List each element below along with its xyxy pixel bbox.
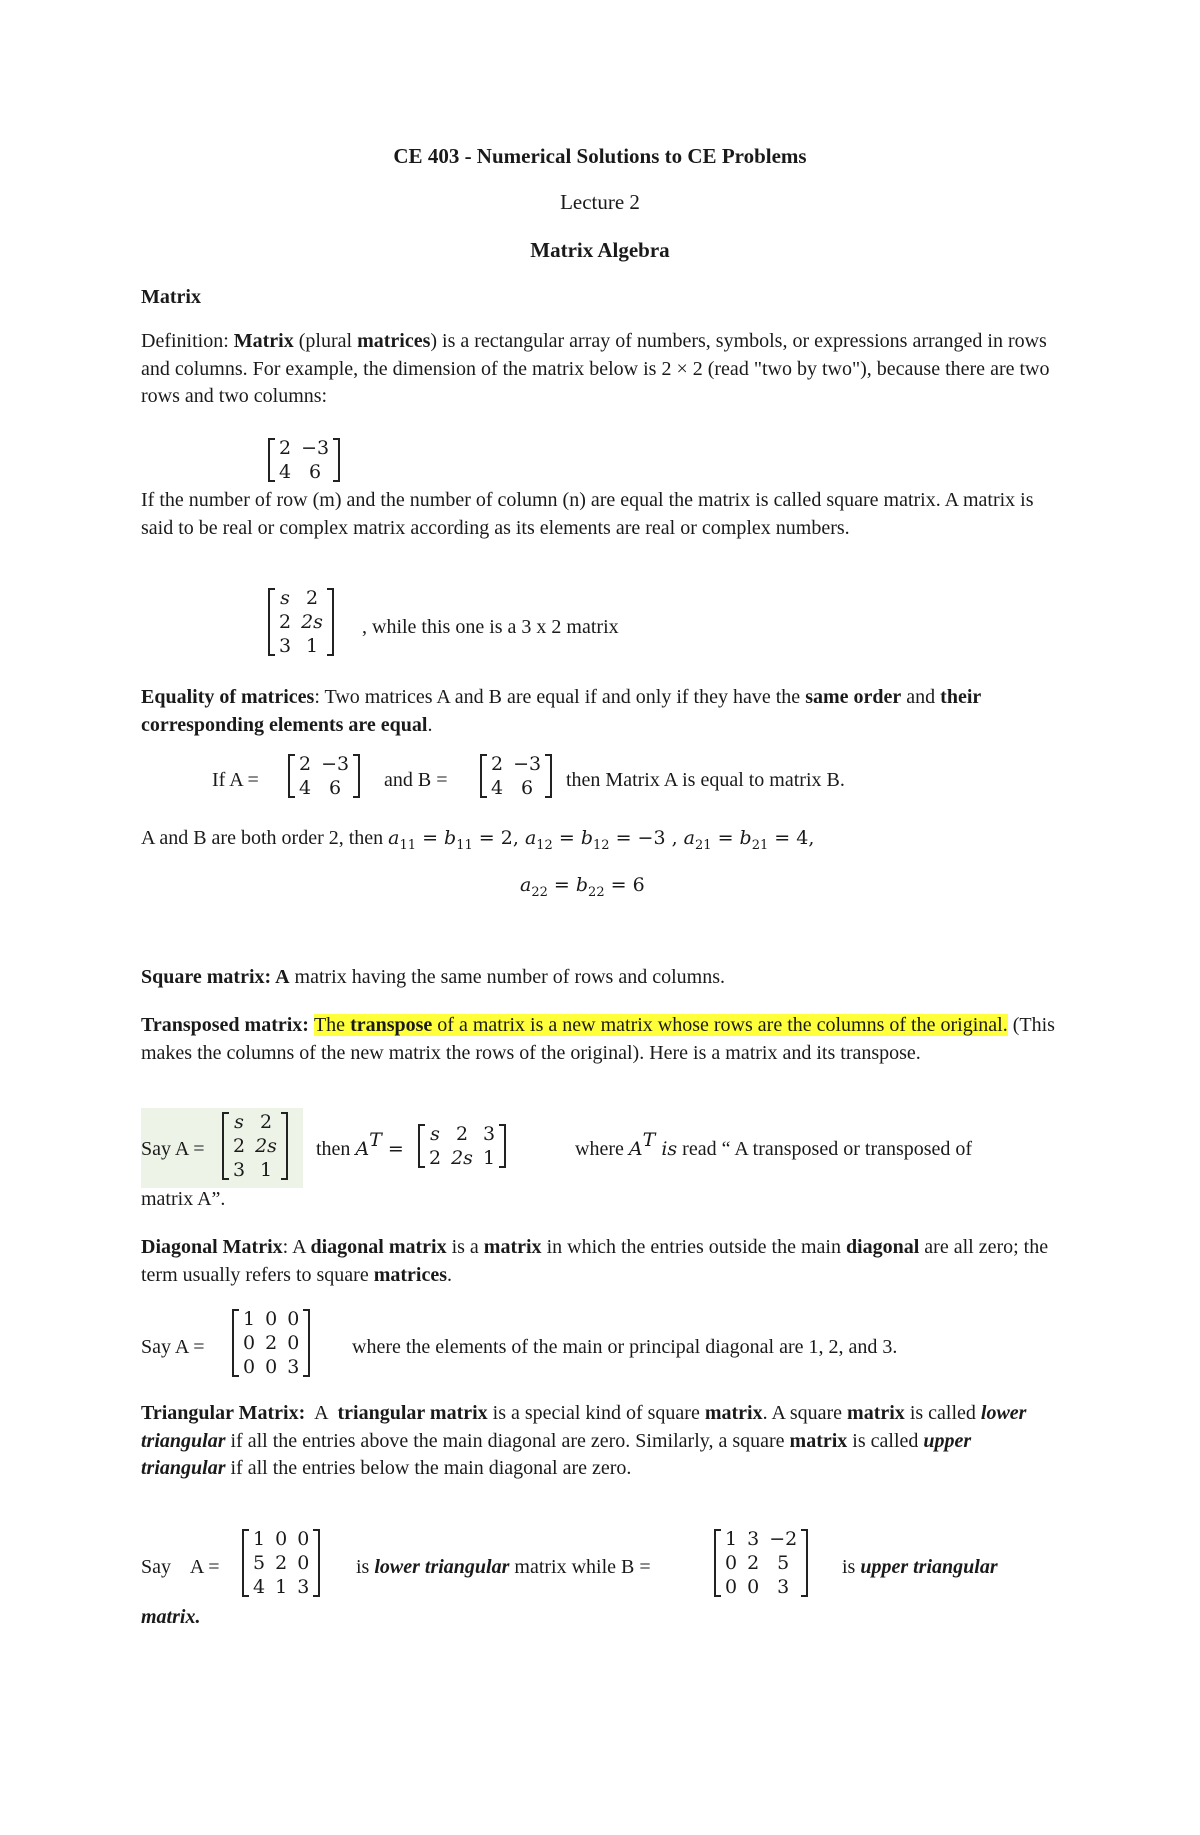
square-matrix-text: If the number of row (m) and the number of column (n) are equal the matrix is called square matrix. A matrix is said to be real or complex matrix according as its elements are real or complex numbers. xyxy=(141,489,1034,539)
tri-b4: matrix xyxy=(789,1429,848,1452)
diagonal-heading: Diagonal Matrix xyxy=(141,1236,283,1258)
upper-triangular-matrix xyxy=(714,1527,808,1599)
diagonal-matrix xyxy=(232,1307,310,1379)
matrix-3x2-caption: , while this one is a 3 x 2 matrix xyxy=(362,616,619,638)
diag-t4: are all zero; the term usually refers to square xyxy=(141,1236,1049,1286)
where-rest: read “ A transposed or transposed of xyxy=(677,1138,973,1160)
triangular-paragraph xyxy=(141,1400,1056,1483)
eq-sub: 21 xyxy=(751,838,769,853)
tri-t3: . A square xyxy=(762,1402,848,1424)
matrix-cell: s xyxy=(234,1111,244,1133)
equality-heading: Equality of matrices xyxy=(141,686,315,708)
matrix-cell: 0 xyxy=(265,1356,278,1378)
matrix-cell: 6 xyxy=(329,777,342,799)
def-plural-open: (plural xyxy=(293,330,358,352)
hl-text-a: The xyxy=(313,1014,351,1036)
where-label: where xyxy=(575,1138,629,1160)
square-heading: Square matrix: A xyxy=(141,966,290,988)
matrix-definition xyxy=(141,328,1056,411)
eq-a: a xyxy=(524,827,537,849)
matrix-cell: 2 xyxy=(747,1552,760,1574)
matrix-cell: 2 xyxy=(305,587,319,609)
matrix-cell: 6 xyxy=(309,461,322,483)
eq-b: b xyxy=(444,827,457,849)
matrix-cell: 3 xyxy=(279,635,292,657)
transposed-tail: matrix A”. xyxy=(141,1188,226,1210)
square-text: matrix having the same number of rows and columns. xyxy=(289,966,725,988)
at-eq: = xyxy=(381,1138,404,1160)
tri-b1: triangular matrix xyxy=(337,1402,488,1424)
matrix-cell: 2 xyxy=(265,1332,278,1354)
lower-triangular-matrix xyxy=(242,1527,320,1599)
tri-t2: is a special kind of square xyxy=(487,1402,705,1424)
eq-sub: 22 xyxy=(531,885,548,900)
tri-bi1: lower triangular xyxy=(141,1402,1027,1452)
diag-t1: : A xyxy=(282,1236,311,1258)
def-prefix: Definition: xyxy=(141,330,234,352)
eq-op: = −3 , xyxy=(609,827,684,849)
eq-a: a xyxy=(520,874,532,896)
diagonal-paragraph xyxy=(141,1234,1056,1289)
equality-expression-1 xyxy=(388,827,815,853)
eq-sub: 12 xyxy=(536,838,553,853)
matrix-cell: 4 xyxy=(491,777,504,799)
matrix-cell: 2 xyxy=(491,753,504,775)
order-text: A and B are both order 2, then xyxy=(141,827,389,849)
eq-sub: 12 xyxy=(592,838,610,853)
matrix-cell: 2 xyxy=(259,1111,273,1133)
eq-op: = xyxy=(547,874,576,896)
matrix-cell: s xyxy=(430,1123,440,1145)
equality-order-line xyxy=(141,827,815,853)
tri-bi2: upper triangular xyxy=(141,1429,972,1479)
eq-op: = 6 xyxy=(604,874,645,896)
matrix-cell: −3 xyxy=(513,753,542,775)
matrix-cell: 1 xyxy=(725,1528,738,1550)
matrix-cell: 0 xyxy=(243,1356,256,1378)
eq-sub: 11 xyxy=(456,838,473,853)
course-title: CE 403 - Numerical Solutions to CE Problems xyxy=(393,144,807,168)
matrix-cell: 2s xyxy=(255,1135,277,1157)
equality-bold-b: their corresponding elements are equal xyxy=(141,686,981,736)
equality-paragraph xyxy=(141,684,1056,739)
matrix-cell: 4 xyxy=(253,1576,266,1598)
matrix-heading: Matrix xyxy=(141,286,201,308)
if-label: If A = xyxy=(212,769,259,791)
tri-b3: matrix xyxy=(847,1402,905,1424)
matrix-cell: 3 xyxy=(482,1123,496,1145)
tri-t6: is called xyxy=(847,1429,924,1452)
matrix-cell: 1 xyxy=(482,1147,496,1169)
triangular-mid-text xyxy=(356,1556,651,1579)
where-is: is xyxy=(655,1138,678,1160)
transposed-highlight xyxy=(314,1014,1008,1036)
eq-op: = xyxy=(711,827,740,849)
matrix-cell: 2 xyxy=(279,611,292,633)
diag-t2: is a xyxy=(446,1236,484,1258)
matrix-cell: 0 xyxy=(287,1332,300,1354)
matrix-cell: 0 xyxy=(265,1308,278,1330)
equality-text-b: and xyxy=(901,686,941,708)
tri-b2: matrix xyxy=(704,1402,763,1424)
matrix-cell: 2 xyxy=(279,437,292,459)
matrix-cell: 0 xyxy=(297,1552,310,1574)
matrix-cell: 0 xyxy=(243,1332,256,1354)
transposed-where xyxy=(575,1129,973,1161)
diag-b2: matrix xyxy=(483,1236,542,1258)
equality-matrix-a xyxy=(288,752,360,800)
example-matrix-3x2 xyxy=(268,586,334,658)
lecture-number: Lecture 2 xyxy=(560,190,640,214)
equality-text-a: : Two matrices A and B are equal if and only if they have the xyxy=(314,686,806,708)
diag-b3: diagonal xyxy=(845,1236,920,1258)
then-label: then xyxy=(316,1138,356,1160)
tri-t5: if all the entries above the main diagonal are zero. Similarly, a square xyxy=(225,1429,790,1452)
lower-label: lower triangular xyxy=(374,1556,510,1578)
hl-text-b: of a matrix is a new matrix whose rows are the columns of the original. xyxy=(432,1014,1008,1036)
eq-op: = xyxy=(552,827,581,849)
matrix-cell: 4 xyxy=(279,461,292,483)
matrix-cell: −3 xyxy=(321,753,350,775)
square-matrix-line xyxy=(141,966,725,989)
matrix-cell: 3 xyxy=(287,1356,300,1378)
matrix-cell: 2 xyxy=(299,753,312,775)
example-matrix-2x2 xyxy=(268,436,340,484)
triangular-tail: matrix. xyxy=(141,1606,201,1628)
triangular-upper-text xyxy=(842,1556,998,1579)
at-sup: T xyxy=(369,1129,382,1151)
transposed-matrix-at xyxy=(418,1122,506,1170)
at-symbol: A xyxy=(628,1138,643,1160)
matrix-cell: 1 xyxy=(259,1159,273,1181)
matrix-cell: 6 xyxy=(521,777,534,799)
eq-a: a xyxy=(388,827,400,849)
transposed-paragraph xyxy=(141,1012,1056,1067)
matrix-cell: 2s xyxy=(451,1147,473,1169)
matrix-cell: 3 xyxy=(233,1159,246,1181)
equality-expression-2 xyxy=(520,874,645,900)
topic-title: Matrix Algebra xyxy=(530,238,670,262)
matrix-cell: 0 xyxy=(725,1552,738,1574)
tri-t7: if all the entries below the main diagonal are zero. xyxy=(225,1457,632,1479)
eq-sub: 21 xyxy=(695,838,712,853)
equality-then-text: then Matrix A is equal to matrix B. xyxy=(566,769,845,791)
matrix-cell: 3 xyxy=(747,1528,760,1550)
diag-t5: . xyxy=(447,1263,452,1286)
matrix-cell: 2s xyxy=(301,611,323,633)
matrix-cell: 1 xyxy=(243,1308,256,1330)
matrix-cell: 1 xyxy=(253,1528,266,1550)
eq-b: b xyxy=(739,827,752,849)
matrix-cell: 2 xyxy=(455,1123,469,1145)
at-symbol: A xyxy=(355,1138,370,1160)
transposed-heading: Transposed matrix: xyxy=(141,1014,314,1036)
eq-op: = xyxy=(416,827,445,849)
matrix-cell: 1 xyxy=(275,1576,288,1598)
tri-t1: A xyxy=(305,1402,338,1424)
matrix-cell: −3 xyxy=(301,437,330,459)
def-rest: ) is a rectangular array of numbers, symbols, or expressions arranged in rows and columns. For example, the dimension of the matrix below is 2 × 2 (read "two by two"), because there are two rows and two columns: xyxy=(141,330,1050,407)
eq-b: b xyxy=(580,827,593,849)
equality-text-c: . xyxy=(427,713,433,736)
matrix-cell: 3 xyxy=(777,1576,790,1598)
eq-op: = 4, xyxy=(768,827,815,849)
diag-b4: matrices xyxy=(373,1263,447,1286)
matrix-cell: 4 xyxy=(299,777,312,799)
transposed-say-label: Say A = xyxy=(141,1138,205,1160)
diagonal-say-label: Say A = xyxy=(141,1336,205,1358)
matrix-cell: 0 xyxy=(297,1528,310,1550)
matrix-cell: 0 xyxy=(725,1576,738,1598)
mid-label: matrix while B = xyxy=(509,1556,651,1578)
upper-label: upper triangular xyxy=(860,1556,998,1578)
diag-t3: in which the entries outside the main xyxy=(541,1236,846,1258)
equality-matrix-b xyxy=(480,752,552,800)
triangular-heading: Triangular Matrix: xyxy=(141,1402,306,1424)
matrix-cell: s xyxy=(280,587,290,609)
is-label-2: is xyxy=(842,1556,861,1578)
eq-sub: 22 xyxy=(588,885,605,900)
matrix-cell: −2 xyxy=(769,1528,798,1550)
transposed-rest: (This makes the columns of the new matrix the rows of the original). Here is a matrix and its transpose. xyxy=(141,1014,1055,1064)
matrix-cell: 2 xyxy=(429,1147,442,1169)
matrix-cell: 5 xyxy=(253,1552,266,1574)
diagonal-caption: where the elements of the main or principal diagonal are 1, 2, and 3. xyxy=(352,1336,898,1358)
equality-bold-a: same order xyxy=(805,686,902,708)
matrix-cell: 1 xyxy=(305,635,319,657)
matrix-cell: 0 xyxy=(275,1528,288,1550)
matrix-cell: 5 xyxy=(777,1552,790,1574)
tri-t4: is called xyxy=(904,1402,981,1424)
and-label: and B = xyxy=(384,769,448,791)
hl-bold: transpose xyxy=(350,1014,433,1036)
matrix-cell: 0 xyxy=(747,1576,760,1598)
is-label: is xyxy=(356,1556,375,1578)
at-sup: T xyxy=(642,1129,656,1151)
def-plural: matrices xyxy=(357,330,431,352)
matrix-cell: 3 xyxy=(297,1576,310,1598)
matrix-cell: 2 xyxy=(275,1552,288,1574)
eq-a: a xyxy=(683,827,695,849)
eq-sub: 11 xyxy=(399,838,417,853)
eq-op: = 2, xyxy=(472,827,525,849)
matrix-cell: 0 xyxy=(287,1308,300,1330)
diag-b1: diagonal matrix xyxy=(310,1236,447,1258)
triangular-say-label: Say A = xyxy=(141,1556,220,1578)
eq-b: b xyxy=(575,874,589,896)
transposed-matrix-a xyxy=(222,1110,288,1182)
transposed-then xyxy=(316,1129,404,1161)
def-term: Matrix xyxy=(233,330,294,352)
matrix-cell: 2 xyxy=(233,1135,246,1157)
